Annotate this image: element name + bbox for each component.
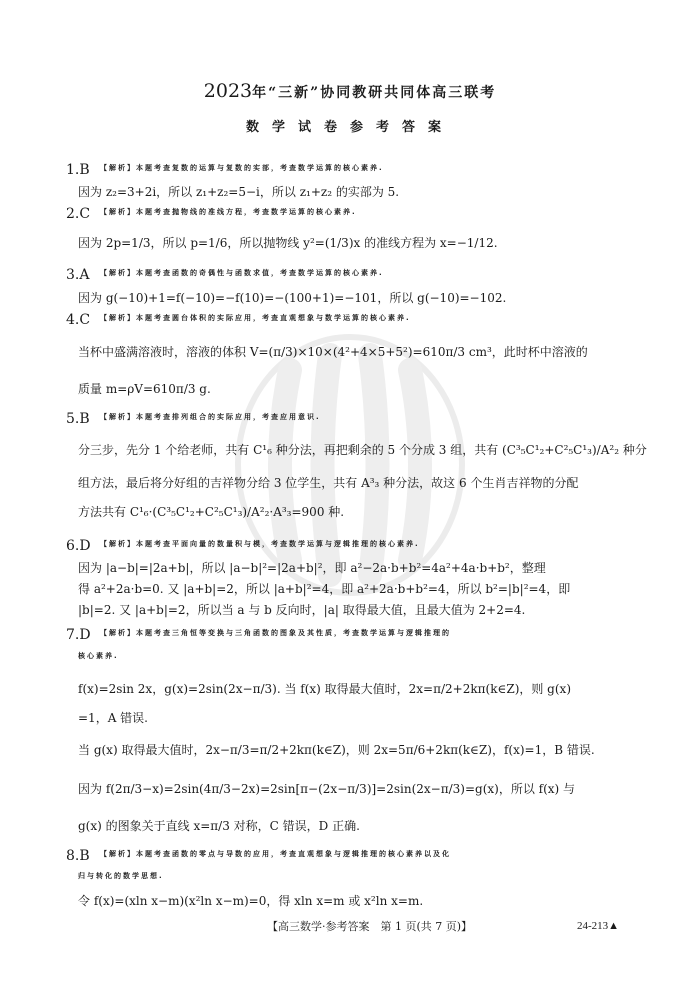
solution-line: 当杯中盛满溶液时，溶液的体积 V=(π/3)×10×(4²+4×5+5²)=610π/3 cm³，此时杯中溶液的 <box>78 345 588 359</box>
question-number: 1.B <box>66 162 90 178</box>
solution-line: 方法共有 C¹₆·(C³₅C¹₂+C²₅C¹₃)/A²₂·A³₃=900 种. <box>78 505 345 519</box>
analysis-line: 【解析】本题考查排列组合的实际应用，考查应用意识. <box>100 413 321 421</box>
watermark-logo <box>230 330 470 600</box>
page-subtitle: 数学试卷参考答案 <box>245 120 454 135</box>
solution-line: |b|=2. 又 |a+b|=2，所以当 a 与 b 反向时，|a| 取得最大值，且最大值为 2+2=4. <box>78 603 526 617</box>
solution-line: 因为 2p=1/3，所以 p=1/6，所以抛物线 y²=(1/3)x 的准线方程为 x=−1/12. <box>78 236 498 250</box>
analysis-line: 【解析】本题考查复数的运算与复数的实部，考查数学运算的核心素养. <box>100 164 384 172</box>
solution-line: 令 f(x)=(xln x−m)(x²ln x−m)=0，得 xln x=m 或 x²ln x=m. <box>78 894 424 908</box>
solution-line: 得 a²+2a·b=0. 又 |a+b|=2，所以 |a+b|²=4，即 a²+2a·b+b²=4，所以 b²=|b|²=4，即 <box>78 582 571 596</box>
solution-line: f(x)=2sin 2x，g(x)=2sin(2x−π/3). 当 f(x) 取得最大值时，2x=π/2+2kπ(k∈Z)，则 g(x) <box>78 682 571 696</box>
analysis-line: 【解析】本题考查三角恒等变换与三角函数的图象及其性质，考查数学运算与逻辑推理的 <box>100 629 451 637</box>
analysis-line: 核心素养. <box>78 652 119 660</box>
question-number: 7.D <box>66 627 91 643</box>
solution-line: 当 g(x) 取得最大值时，2x−π/3=π/2+2kπ(k∈Z)，则 2x=5π/6+2kπ(k∈Z)，f(x)=1，B 错误. <box>78 743 595 757</box>
question-number: 5.B <box>66 411 90 427</box>
question-number: 4.C <box>66 312 91 328</box>
question-number: 6.D <box>66 538 91 554</box>
solution-line: 因为 |a−b|=|2a+b|，所以 |a−b|²=|2a+b|²，即 a²−2a·b+b²=4a²+4a·b+b²，整理 <box>78 561 546 575</box>
analysis-line: 归与转化的数学思想. <box>78 872 164 880</box>
analysis-line: 【解析】本题考查函数的零点与导数的应用，考查直观想象与逻辑推理的核心素养以及化 <box>100 850 451 858</box>
question-number: 2.C <box>66 206 91 222</box>
title-text: 年“三新”协同教研共同体高三联考 <box>252 85 497 101</box>
title-year: 2023 <box>203 80 253 102</box>
question-number: 8.B <box>66 848 90 864</box>
page-title <box>0 82 700 101</box>
solution-line: =1，A 错误. <box>78 711 148 725</box>
solution-line: 因为 f(2π/3−x)=2sin(4π/3−2x)=2sin[π−(2x−π/3)]=2sin(2x−π/3)=g(x)，所以 f(x) 与 <box>78 782 576 796</box>
solution-line: 因为 g(−10)+1=f(−10)=−f(10)=−(100+1)=−101，所以 g(−10)=−102. <box>78 291 507 305</box>
analysis-line: 【解析】本题考查圆台体积的实际应用，考查直观想象与数学运算的核心素养. <box>100 314 411 322</box>
page-footer: 【高三数学·参考答案 第 1 页(共 7 页)】 <box>267 920 473 933</box>
solution-line: 组方法，最后将分好组的吉祥物分给 3 位学生，共有 A³₃ 种分法，故这 6 个生肖吉祥物的分配 <box>78 476 579 490</box>
solution-line: g(x) 的图象关于直线 x=π/3 对称，C 错误，D 正确. <box>78 819 360 833</box>
question-number: 3.A <box>66 267 90 283</box>
solution-line: 质量 m=ρV=610π/3 g. <box>78 382 211 396</box>
document-id: 24-213▲ <box>577 920 620 932</box>
solution-line: 分三步，先分 1 个给老师，共有 C¹₆ 种分法，再把剩余的 5 个分成 3 组，共有 (C³₅C¹₂+C²₅C¹₃)/A²₂ 种分 <box>78 443 647 457</box>
analysis-line: 【解析】本题考查函数的奇偶性与函数求值，考查数学运算的核心素养. <box>100 269 384 277</box>
analysis-line: 【解析】本题考查抛物线的准线方程，考查数学运算的核心素养. <box>100 208 357 216</box>
analysis-line: 【解析】本题考查平面向量的数量积与模，考查数学运算与逻辑推理的核心素养. <box>100 540 420 548</box>
solution-line: 因为 z₂=3+2i，所以 z₁+z₂=5−i，所以 z₁+z₂ 的实部为 5. <box>78 185 400 199</box>
